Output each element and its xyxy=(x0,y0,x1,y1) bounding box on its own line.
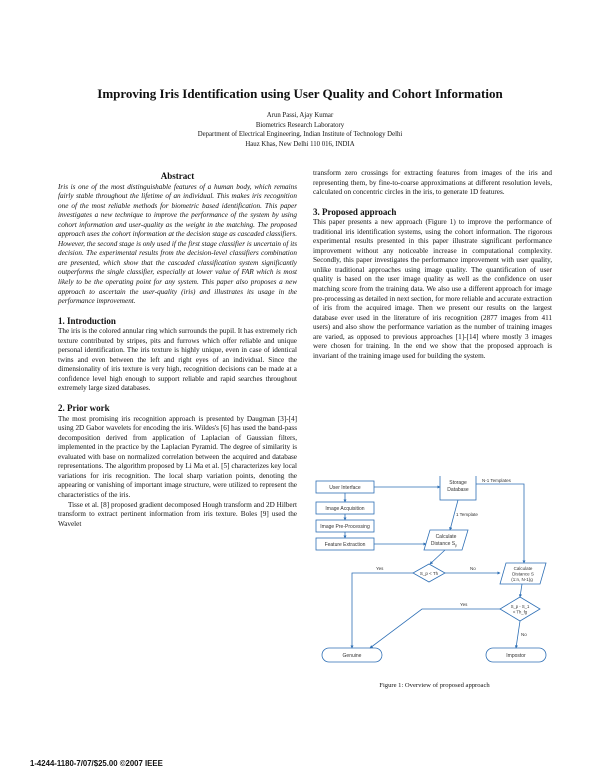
decision-2-label-1: S_p - S_1 xyxy=(510,604,530,609)
author-block xyxy=(120,111,480,149)
no-label-right: No xyxy=(470,566,476,571)
image-acquisition-label: Image Acquisition xyxy=(325,506,365,512)
feature-extraction-label: Feature Extraction xyxy=(324,542,366,548)
abstract-heading: Abstract xyxy=(160,171,195,181)
prior-work-heading: 2. Prior work xyxy=(58,403,110,414)
calc-label-2-main: Distance S xyxy=(430,541,456,547)
prior-work-text-2: Tisse et al. [8] proposed gradient decomposed Hough transform and 2D Hilbert transform to extract pertinent information from iris texture. Boles [9] used the Wavelet xyxy=(58,500,297,528)
flowchart-figure xyxy=(310,476,558,674)
prior-work-continued: transform zero crossings for extracting features from images of the iris and representing them, by fine-to-coarse approximations at different resolution levels, calculated on concentric circles in the iris, to generate 1D features. xyxy=(313,169,552,197)
calc-label-2 xyxy=(431,541,457,548)
address: Hauz Khas, New Delhi 110 016, INDIA xyxy=(245,140,355,148)
right-column xyxy=(313,169,552,361)
decision-1-label: S_p < Th xyxy=(419,571,439,576)
n1-templates-label: N-1 Templates xyxy=(482,478,511,483)
intro-heading: 1. Introduction xyxy=(58,315,116,326)
image-preprocessing-label: Image Pre-Processing xyxy=(320,524,370,530)
calc-distance-box xyxy=(424,530,468,550)
yes-label-mid: Yes xyxy=(460,602,468,607)
figure-caption: Figure 1: Overview of proposed approach xyxy=(379,682,490,689)
proposed-text: This paper presents a new approach (Figure 1) to improve the performance of traditional iris identification systems, using the cohort information. The rigorous experimental results presented in this paper illustrate significant performance improvement without any noticeable increase in computational complexity. Secondly, this paper investigates the performance improvement with user quality, unlike traditional approaches using image quality. The quantification of user quality is based on the user image quality as well as the confidence on user matching score from the training data. We also use a different approach for image pre-processing as detailed in next section, for more reliable and accurate extraction of iris from the acquired image. Then we present our results on the largest database ever used in the literature of iris recognition (2877 images from 411 users) and also show the performance variation as the number of training images are varied, as opposed to previous approaches [1]-[14] where mostly 3 images were chosen for training. In the end we show that the proposed approach is invariant of the training image used for building the system. xyxy=(313,218,552,360)
user-interface-label: User Interface xyxy=(329,485,361,491)
storage-label-2: Database xyxy=(447,487,469,493)
decision-2-label-2: < Th_fg xyxy=(512,609,528,615)
cohort-label-1: Calculate xyxy=(513,566,533,571)
proposed-heading: 3. Proposed approach xyxy=(313,206,397,217)
yes-label-left: Yes xyxy=(376,566,384,571)
no-label-bottom: No xyxy=(521,632,527,637)
cohort-label-3: (1:n, N-1)g xyxy=(511,577,533,582)
impostor-label: Impostor xyxy=(506,653,526,659)
copyright-footer: 1-4244-1180-7/07/$25.00 ©2007 IEEE xyxy=(30,759,163,768)
abstract-text: Iris is one of the most distinguishable features of a human body, which remains fairly stable throughout the lifetime of an individual. This makes iris recognition one of the most reliable methods for biometric based identification. This paper investigates a new technique to improve the performance of the system by using cohort information and user-quality as the weight in the matching. The proposed approach uses the cohort information at the decision stage as cascaded classifiers. However, the second stage is only used if the first stage classifier is uncertain of its decision. The experimental results from the decision-level classifiers combination are presented, which show that the cascaded classification system significantly outperforms the single classifier, especially at lower value of FAR which is most likely to be the operating point for any system. This paper also proposes a new approach to ascertain the user-quality (iris) and illustrates its usage in the performance improvement. xyxy=(58,182,297,306)
one-template-label: 1 Template xyxy=(456,512,478,517)
department: Department of Electrical Engineering, Indian Institute of Technology Delhi xyxy=(197,131,403,139)
lab-name: Biometrics Research Laboratory xyxy=(255,121,345,129)
intro-text: The iris is the colored annular ring which surrounds the pupil. It has extremely rich texture contributed by stripes, pits and furrows which offer reliable and unique personal identification. The iris texture is highly unique, even in case of identical twins and even between the left and right eyes of an individual. Since the dimensionality of iris texture is very high, recognition decisions can be made at a confidence level high enough to support reliable and rapid searches throughout extremely large sized databases. xyxy=(58,327,297,393)
paper-title: Improving Iris Identification using User Quality and Cohort Information xyxy=(97,86,503,101)
genuine-label: Genuine xyxy=(342,653,362,659)
calc-label-2-sub: p xyxy=(455,543,458,548)
prior-work-text-1: The most promising iris recognition approach is presented by Daugman [3]-[4] using 2D Gabor wavelets for encoding the iris. Wildes's [6] has used the band-pass decomposition derived from application of Laplacian of Gaussian filters, implemented in the practice by the Laplacian Pyramid. The degree of similarity is evaluated with base on normalized correlation between the acquired and database representations. The algorithm proposed by Li Ma et al. [5] characterizes key local variations for iris recognition. The local sharp variation points, denoting the appearing or vanishing of important image structure, were utilized to represent the characteristics of the iris. xyxy=(58,414,297,499)
cohort-label-2: Distance S xyxy=(512,571,534,577)
left-column xyxy=(58,172,297,529)
storage-label-1: Storage xyxy=(449,480,467,486)
authors: Arun Passi, Ajay Kumar xyxy=(266,112,334,119)
calc-label-1: Calculate xyxy=(435,534,457,540)
